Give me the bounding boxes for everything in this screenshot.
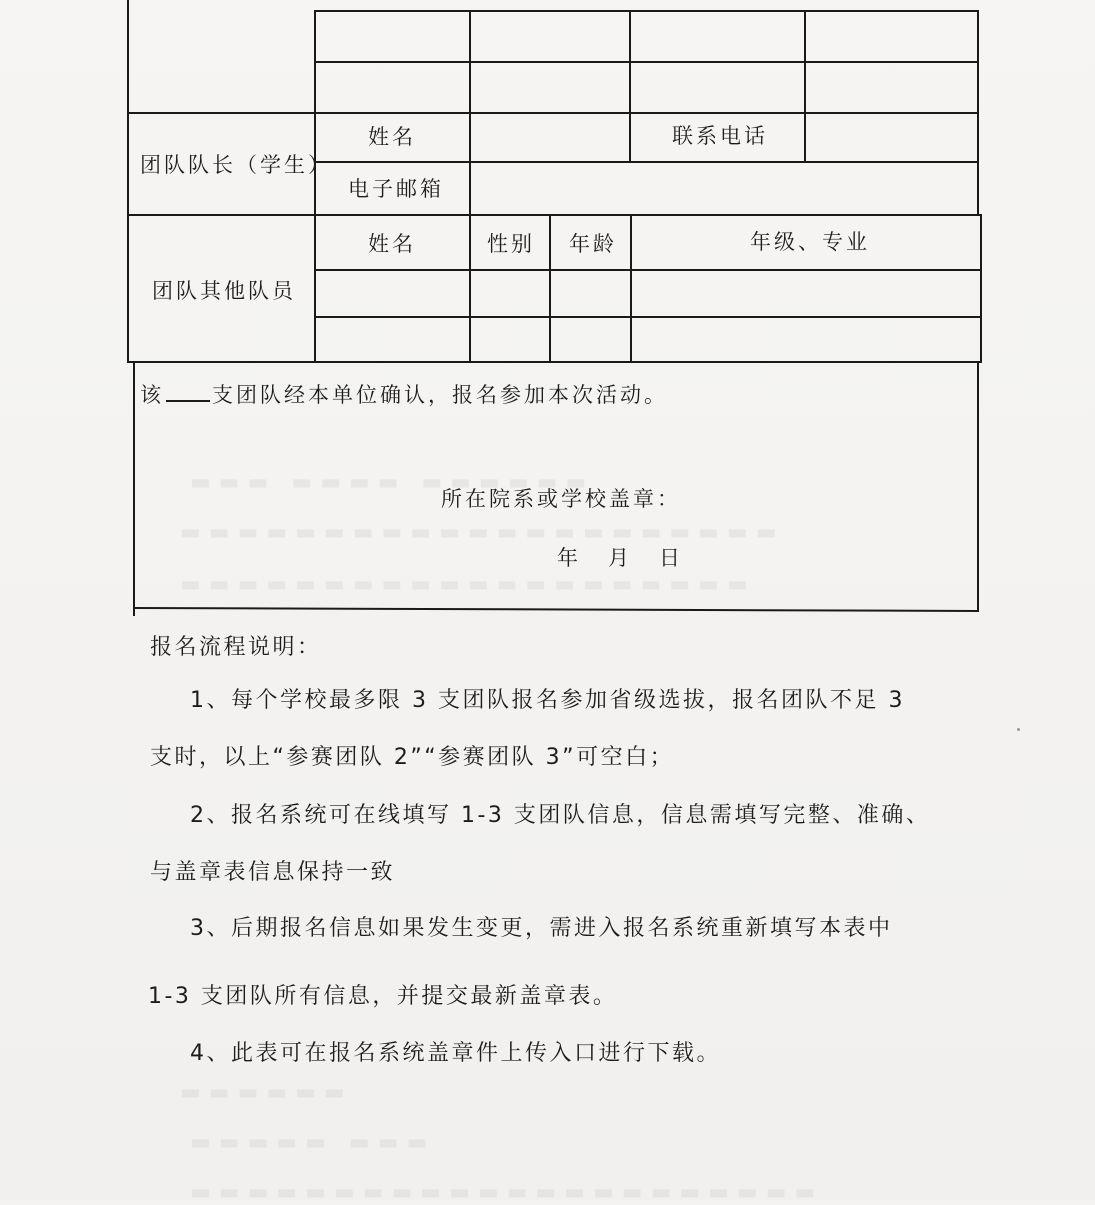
note-3-line-1: 3、后期报名信息如果发生变更，需进入报名系统重新填写本表中 [190,916,893,941]
table-border-left [127,0,129,363]
table-border-left-lower [133,362,135,616]
bleed-through-texture: ▬▬▬▬▬ ▬▬▬ [190,1130,436,1155]
note-2-line-2: 与盖章表信息保持一致 [150,860,396,885]
col-line [314,112,316,362]
team-number-blank [166,382,210,402]
confirm-statement [140,382,668,406]
col-line [630,215,632,362]
row-line [127,361,982,363]
row-line [314,161,979,163]
col-line [629,10,631,113]
date-month-label: 月 [608,546,633,570]
leader-name-label: 姓名 [368,125,416,149]
notes-heading: 报名流程说明： [150,635,322,660]
seal-label: 所在院系或学校盖章： [441,487,681,511]
leader-label: 团队队长（学生） [140,153,332,177]
members-header-age: 年龄 [569,232,617,256]
confirm-prefix: 该 [140,383,164,407]
leader-phone-label: 联系电话 [672,124,768,148]
col-line [314,10,316,113]
note-4-line-1: 4、此表可在报名系统盖章件上传入口进行下载。 [190,1041,721,1066]
confirm-suffix: 支团队经本单位确认，报名参加本次活动。 [212,383,668,407]
row-line [127,214,982,216]
date-day-label: 日 [659,546,684,570]
col-line [469,112,471,215]
row-line [314,269,981,271]
col-line [629,112,631,162]
bleed-through-texture: ▬▬▬ ▬▬▬▬ ▬▬▬▬▬▬ [190,470,595,495]
members-header-name: 姓名 [368,232,416,256]
note-1-line-2: 支时，以上“参赛团队 2”“参赛团队 3”可空白； [150,745,675,770]
note-1-line-1: 1、每个学校最多限 3 支团队报名参加省级选拔，报名团队不足 3 [190,688,905,713]
note-2-line-1: 2、报名系统可在线填写 1-3 支团队信息，信息需填写完整、准确、 [190,803,931,828]
members-header-gender: 性别 [487,232,535,256]
bleed-through-texture: ▬▬▬▬▬▬ [180,1080,353,1105]
date-line [557,548,684,569]
bleed-through-texture: ▬▬▬▬▬▬▬▬▬▬▬▬▬▬▬▬▬▬▬▬ [180,572,756,597]
bleed-through-texture: ▬▬▬▬▬▬▬▬▬▬▬▬▬▬▬▬▬▬▬▬▬ [180,520,785,545]
row-line [127,112,979,114]
members-header-grade-major: 年级、专业 [750,230,870,254]
col-line [549,215,551,362]
members-label: 团队其他队员 [152,279,296,303]
table-border-right-lower [977,362,979,610]
date-year-label: 年 [557,546,582,570]
table-border-right-mid [980,215,982,362]
note-3-line-2: 1-3 支团队所有信息，并提交最新盖章表。 [148,984,618,1009]
row-line [314,10,979,12]
col-line [469,10,471,113]
table-border-bottom [133,607,979,612]
col-line [804,112,806,162]
bleed-through-texture: ▬▬▬▬▬▬▬▬▬▬▬▬▬▬▬▬▬▬▬▬▬▬ [190,1180,824,1205]
row-line [314,316,981,318]
scan-speck [1017,728,1020,731]
row-line [314,61,979,63]
col-line [469,215,471,362]
leader-email-label: 电子邮箱 [348,177,444,201]
col-line [804,10,806,113]
